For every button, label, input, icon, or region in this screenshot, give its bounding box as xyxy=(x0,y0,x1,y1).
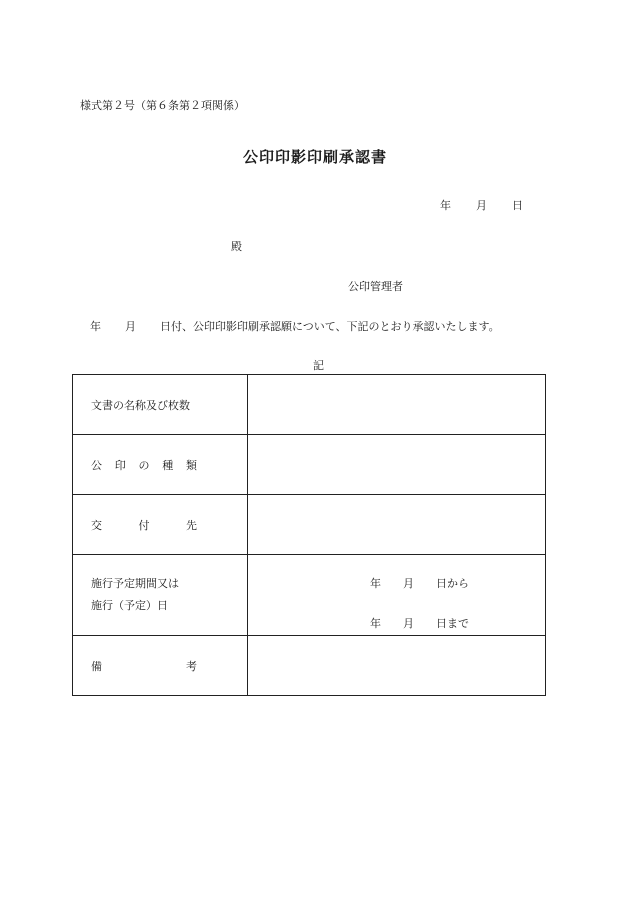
period-from xyxy=(370,575,469,591)
label-line: 施行予定期間又は xyxy=(91,577,179,590)
label-char: 印 xyxy=(114,458,126,472)
statement-text: 日付、公印印影印刷承認願について、下記のとおり承認いたします。 xyxy=(160,320,500,333)
label-char: 類 xyxy=(186,458,197,472)
date-month: 月 xyxy=(476,199,487,212)
document-title: 公印印影印刷承認書 xyxy=(242,148,387,166)
label-line: 施行（予定）日 xyxy=(91,599,168,612)
date-day: 日 xyxy=(512,199,523,212)
label-remarks xyxy=(73,636,248,696)
issue-date xyxy=(440,197,523,213)
to-day: 日まで xyxy=(436,617,469,630)
statement-month: 月 xyxy=(125,320,136,333)
label-char: 公 xyxy=(91,458,102,472)
table-row xyxy=(73,555,546,636)
label-char: 考 xyxy=(186,659,197,673)
label-char: 付 xyxy=(138,518,150,532)
approval-statement xyxy=(90,318,500,334)
value-seal-type xyxy=(248,435,546,495)
value-remarks xyxy=(248,636,546,696)
label-char: 備 xyxy=(91,659,102,673)
label-char: 種 xyxy=(162,458,174,472)
label-char: の xyxy=(138,458,150,472)
ki-marker: 記 xyxy=(313,359,324,372)
issuer: 公印管理者 xyxy=(348,280,403,293)
from-year: 年 xyxy=(370,577,381,590)
date-year: 年 xyxy=(440,199,451,212)
value-enforcement-period xyxy=(248,555,546,636)
table-row xyxy=(73,636,546,696)
addressee-suffix: 殿 xyxy=(231,240,242,253)
to-year: 年 xyxy=(370,617,381,630)
table-row xyxy=(73,435,546,495)
label-char: 交 xyxy=(91,518,102,532)
statement-year: 年 xyxy=(90,320,101,333)
to-month: 月 xyxy=(403,617,414,630)
value-recipient xyxy=(248,495,546,555)
approval-table xyxy=(72,374,546,696)
label-seal-type xyxy=(73,435,248,495)
from-day: 日から xyxy=(436,577,469,590)
table-row xyxy=(73,375,546,435)
label-text: 文書の名称及び枚数 xyxy=(91,398,190,412)
label-document-name xyxy=(73,375,248,435)
table-row xyxy=(73,495,546,555)
period-to xyxy=(370,615,469,631)
form-number: 様式第２号（第６条第２項関係） xyxy=(80,99,245,112)
label-recipient xyxy=(73,495,248,555)
label-char: 先 xyxy=(186,518,197,532)
label-enforcement-period xyxy=(73,555,248,636)
from-month: 月 xyxy=(403,577,414,590)
value-document-name xyxy=(248,375,546,435)
